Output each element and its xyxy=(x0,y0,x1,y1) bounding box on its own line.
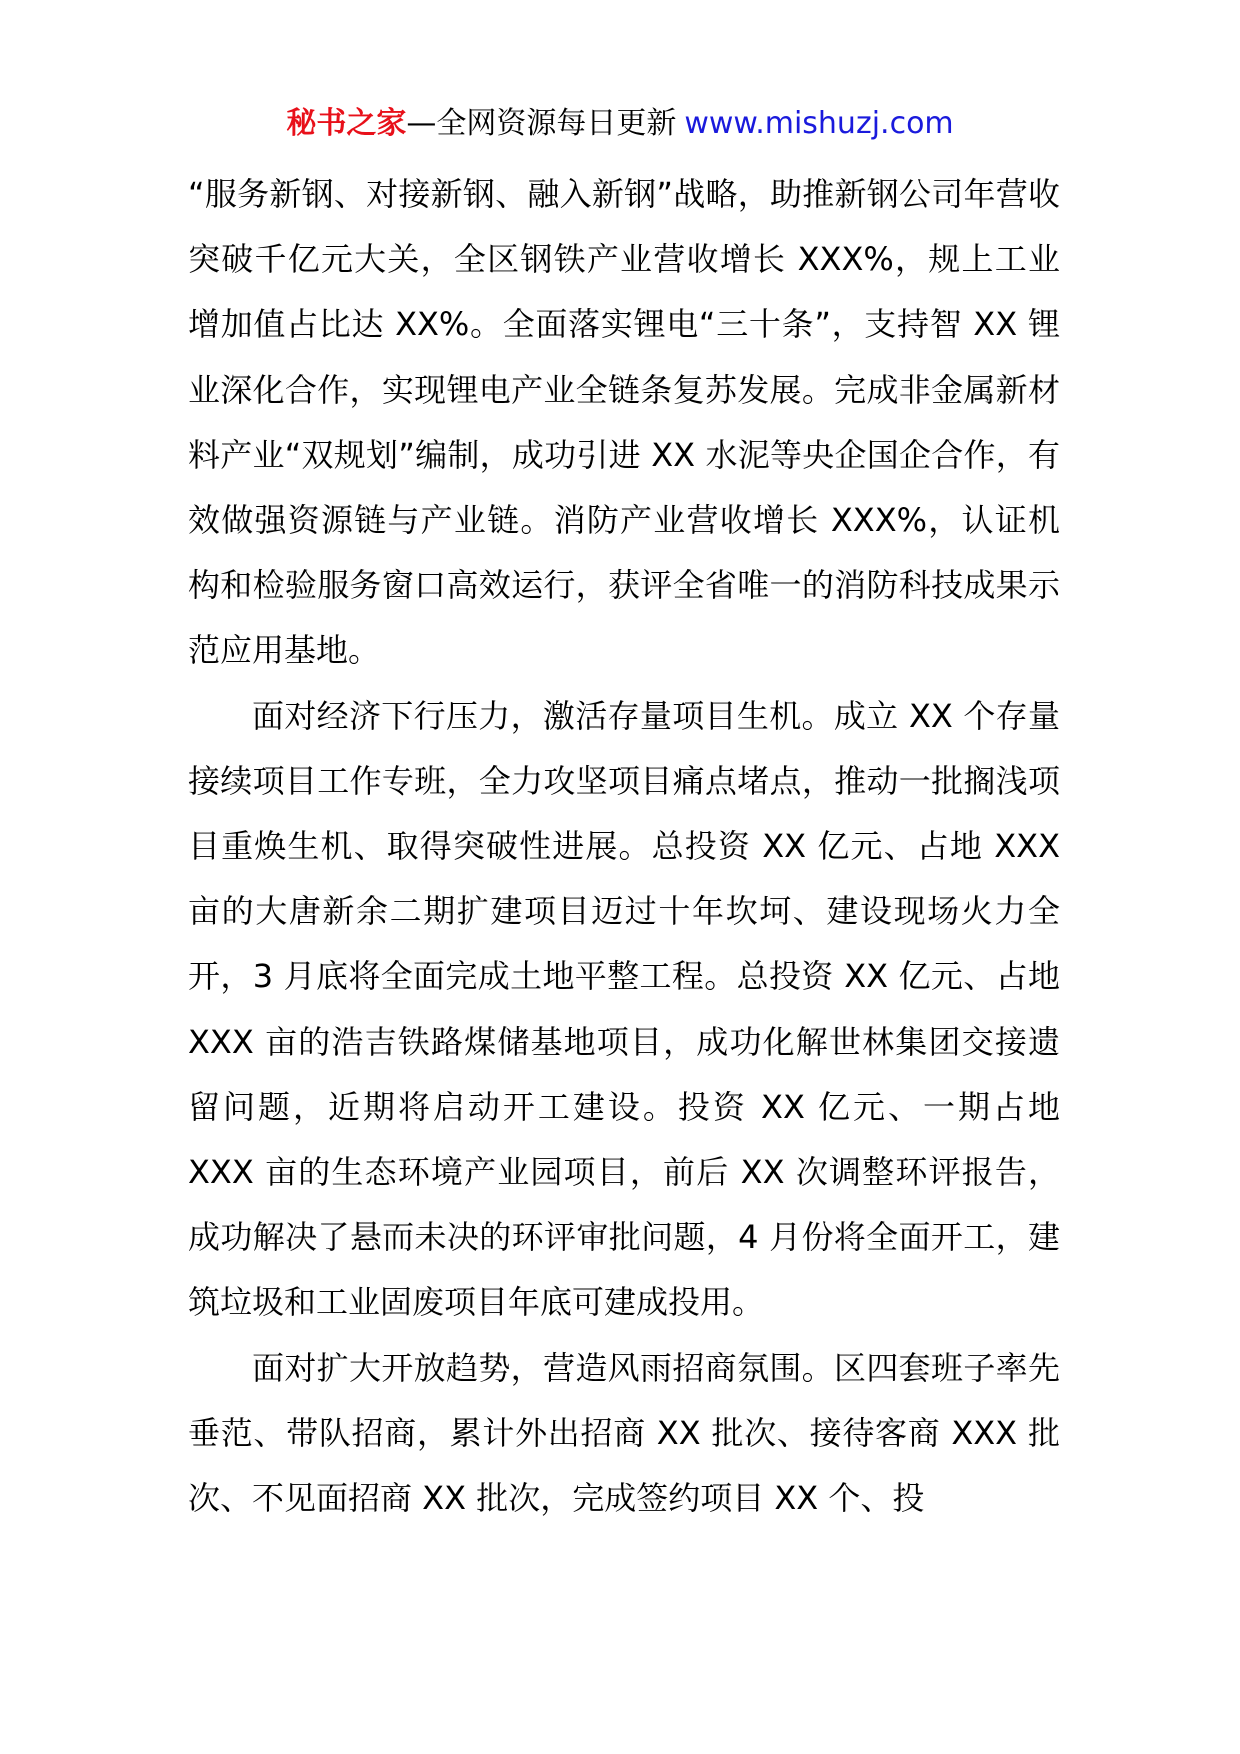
document-body xyxy=(188,162,1060,1531)
brand-name: 秘书之家 xyxy=(286,106,407,141)
page-header xyxy=(0,104,1240,144)
site-url-link[interactable]: www.mishuzj.com xyxy=(684,106,954,141)
paragraph-investment-attraction: 面对扩大开放趋势，营造风雨招商氛围。区四套班子率先垂范、带队招商，累计外出招商 XX 批次、接待客商 XXX 批次、不见面招商 XX 批次，完成签约项目 XX 个、投 xyxy=(188,1348,1060,1518)
paragraph-continuation: “服务新钢、对接新钢、融入新钢”战略，助推新钢公司年营收突破千亿元大关，全区钢铁产业营收增长 XXX%，规上工业增加值占比达 XX%。全面落实锂电“三十条”，支持智 XX 锂业深化合作，实现锂电产业全链条复苏发展。完成非金属新材料产业“双规划”编制，成功引进 XX 水泥等央企国企合作，有效做强资源链与产业链。消防产业营收增长 XXX%，认证机构和检验服务窗口高效运行，获评全省唯一的消防科技成果示范应用基地。 xyxy=(188,175,1060,670)
paragraph-stock-projects: 面对经济下行压力，激活存量项目生机。成立 XX 个存量接续项目工作专班，全力攻坚项目痛点堵点，推动一批搁浅项目重焕生机、取得突破性进展。总投资 XX 亿元、占地 XXX 亩的大唐新余二期扩建项目迈过十年坎坷、建设现场火力全开，3 月底将全面完成土地平整工程。总投资 XX 亿元、占地 XXX 亩的浩吉铁路煤储基地项目，成功化解世林集团交接遗留问题，近期将启动开工建设。投资 XX 亿元、一期占地 XXX 亩的生态环境产业园项目，前后 XX 次调整环评报告，成功解决了悬而未决的环评审批问题，4 月份将全面开工，建筑垃圾和工业固废项目年底可建成投用。 xyxy=(188,696,1060,1322)
header-tagline: —全网资源每日更新 xyxy=(406,106,677,141)
